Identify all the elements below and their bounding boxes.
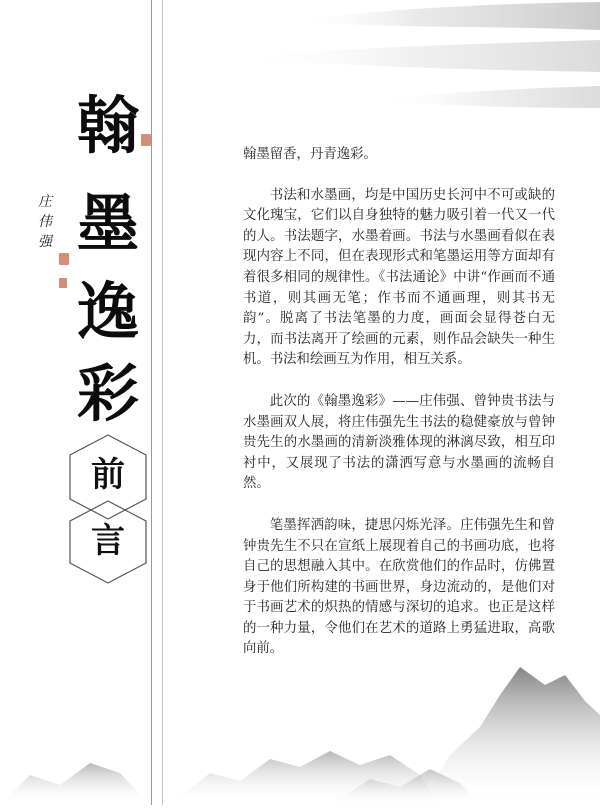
title-char: 墨 [76,187,139,260]
seal-stamp [59,278,67,288]
divider-line [151,0,152,805]
badge-char: 前 [91,455,125,495]
paragraph: 书法和水墨画，均是中国历史长河中不可或缺的文化瑰宝，它们以自身独特的魅力吸引着一代又一代的人。书法题字，水墨着画。书法与水墨画看似在表现内容上不同，但在表现形式和笔墨运用等方面却有着很多相同的规律性。《书法通论》中讲“作画而不通书道，则其画无笔；作书而不通画理，则其书无韵”。脱离了书法笔墨的力度，画面会显得苍白无力，而书法离开了绘画的元素，则作品会缺失一种生机。书法和绘画互为作用，相互关系。 [243,187,555,368]
paragraph: 笔墨挥洒韵味，捷思闪烁光泽。庄伟强先生和曾钟贵先生不只在宣纸上展现着自己的书画功底，也将自己的思想融入其中。在欣赏他们的作品时，仿佛置身于他们所构建的书画世界，身边流动的，是他们对于书画艺术的炽热的情感与深切的追求。也正是这样的一种力量，令他们在艺术的道路上勇猛进取，高歌向前。 [243,517,555,657]
title-char: 翰 [76,89,139,162]
artist-signature: 庄伟强 [38,194,52,250]
title-char: 逸 [76,275,139,348]
preface-badge [66,433,150,585]
divider-line [162,0,163,805]
badge-char: 言 [91,521,125,561]
article-body [243,145,555,681]
paragraph: 此次的《翰墨逸彩》——庄伟强、曾钟贵书法与水墨画双人展，将庄伟强先生书法的稳健豪放与曾钟贵先生的水墨画的清新淡雅体现的淋漓尽致，相互印衬中，又展现了书法的潇洒写意与水墨画的流畅自然。 [243,393,555,492]
lead-line: 翰墨留香，丹青逸彩。 [243,147,377,162]
title-column [0,0,150,805]
title-char: 彩 [76,357,139,430]
seal-stamp [141,134,151,146]
seal-stamp [59,253,69,265]
ink-wash-top [170,0,600,130]
